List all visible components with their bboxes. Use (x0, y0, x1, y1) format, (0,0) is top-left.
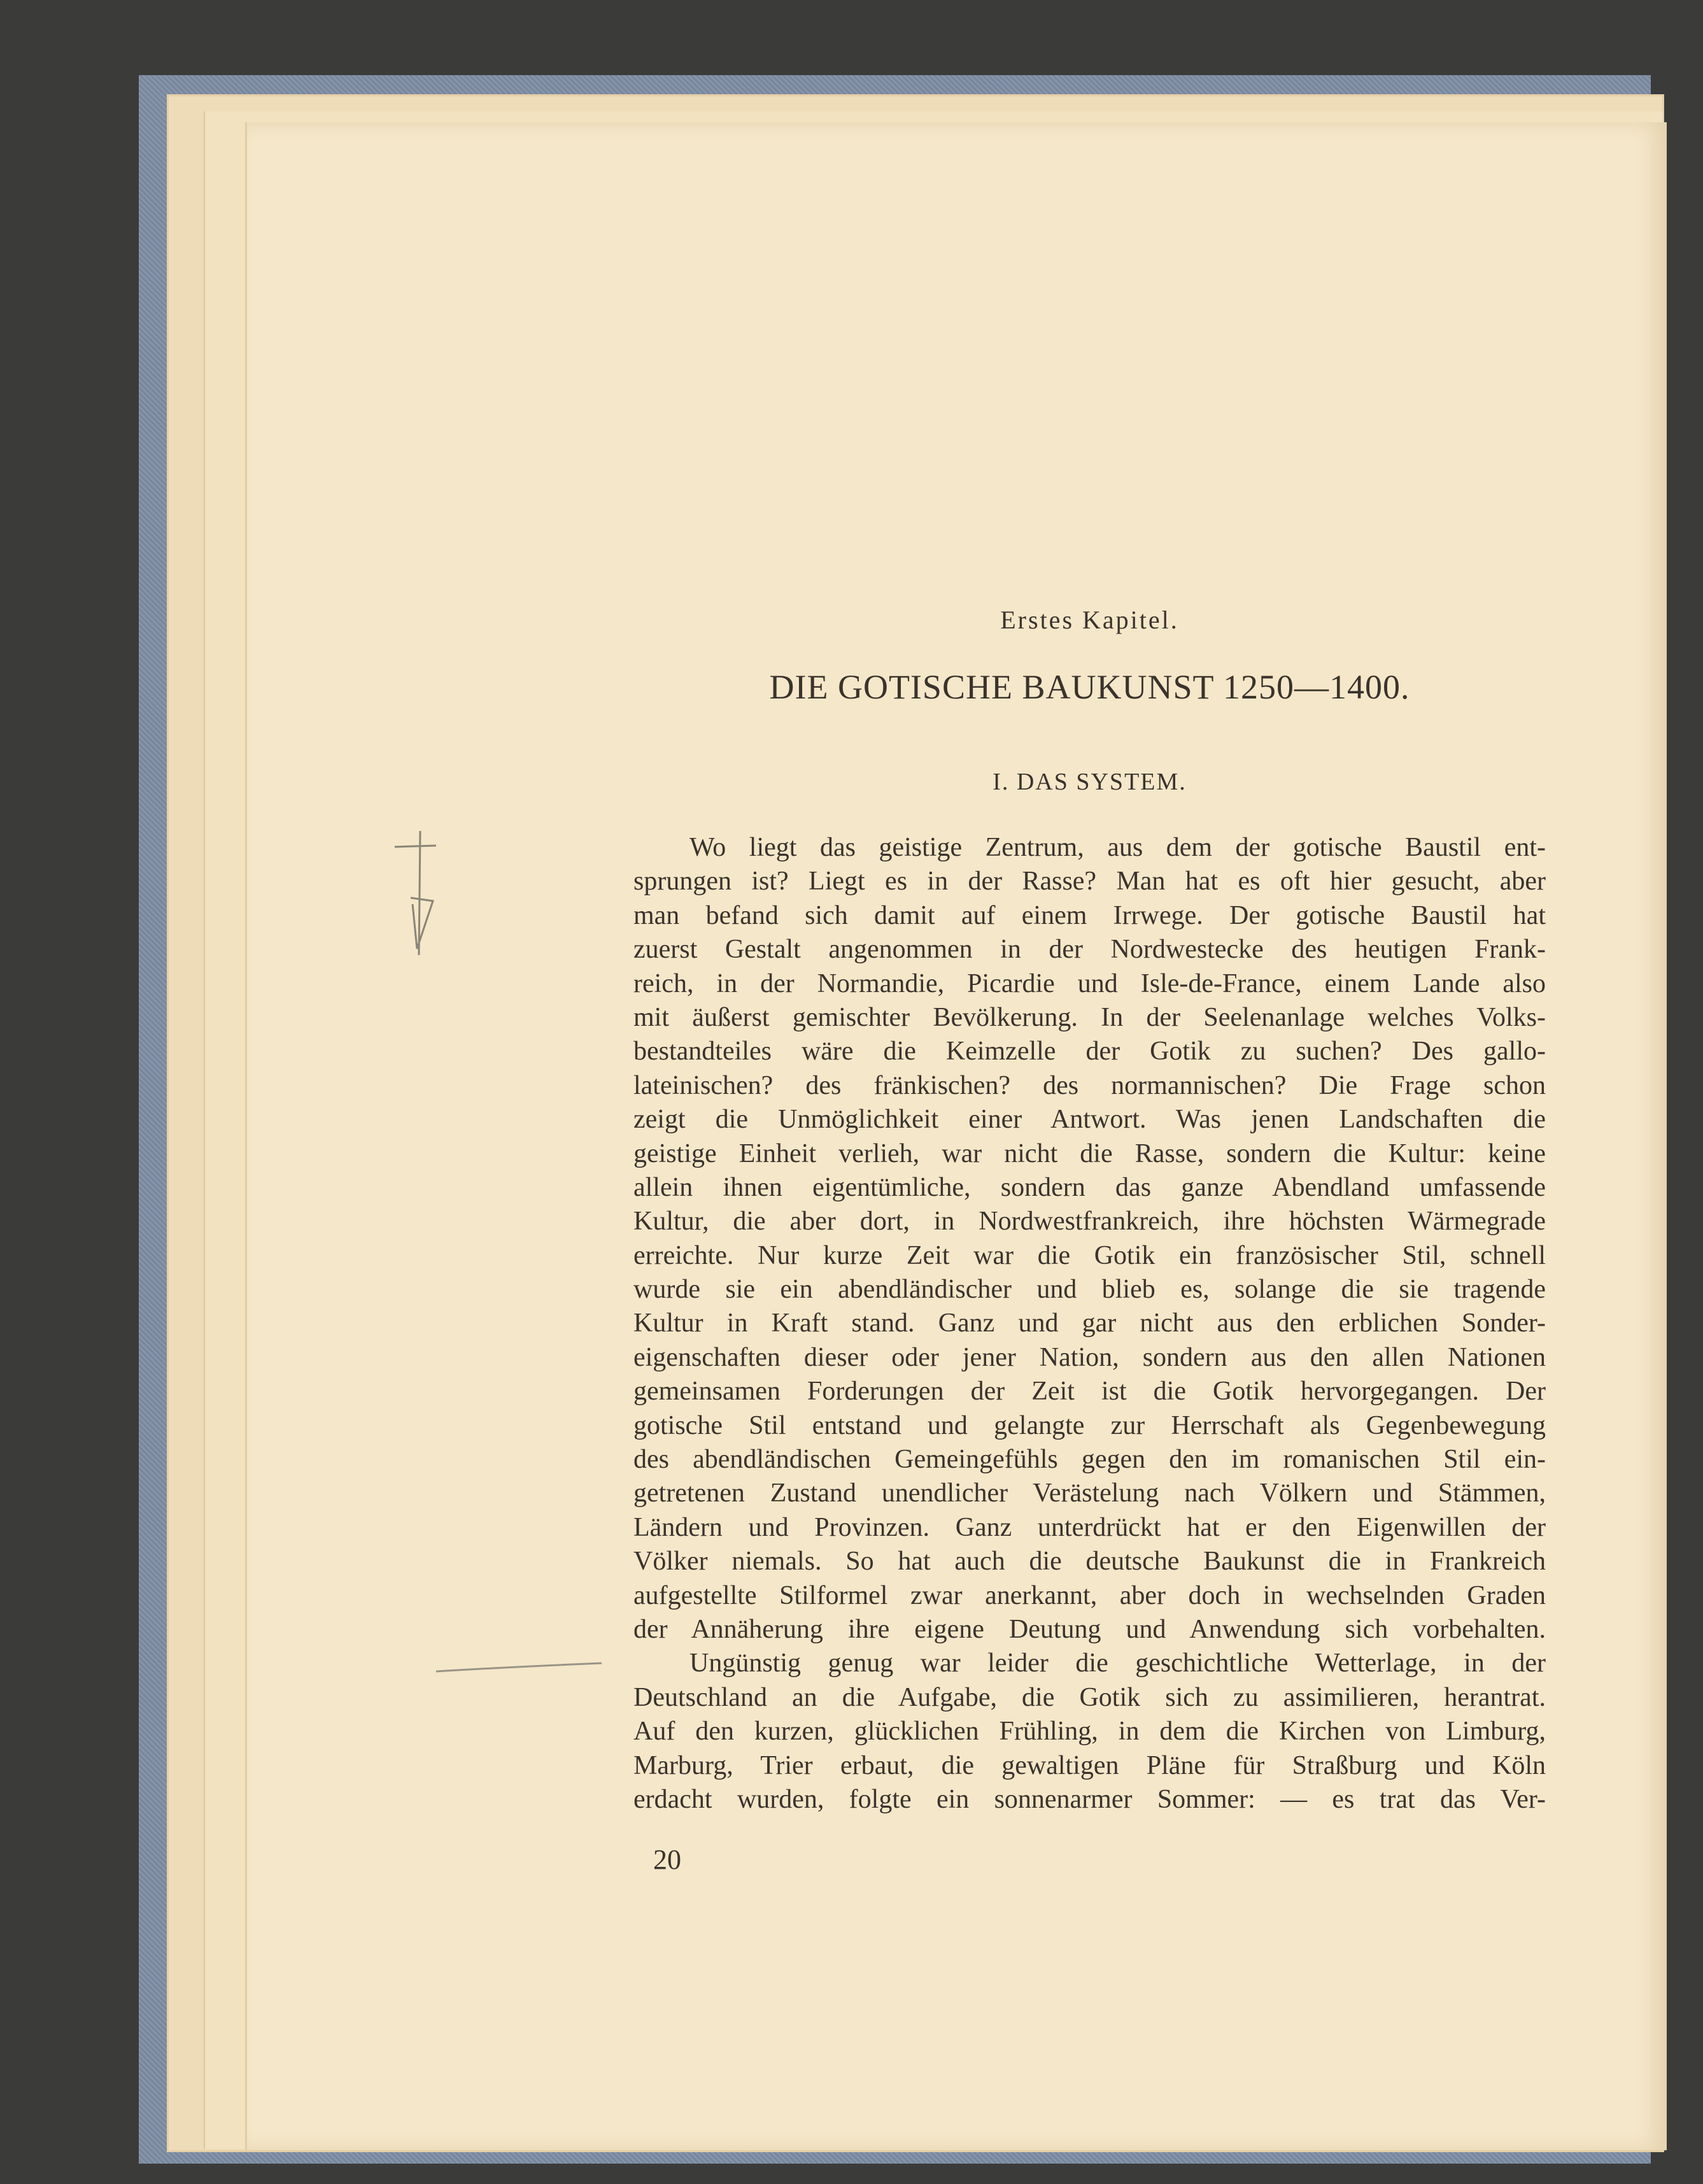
pencil-mark-icon (382, 828, 452, 968)
body-text (633, 831, 1546, 1817)
text-line: Marburg, Trier erbaut, die gewaltigen Pläne für Straßburg und Köln (633, 1750, 1546, 1780)
text-line: getretenen Zustand unendlicher Verästelung nach Völkern und Stämmen, (633, 1478, 1546, 1508)
section-title: I. DAS SYSTEM. (993, 769, 1187, 795)
text-line: eigenschaften dieser oder jener Nation, sondern aus den allen Nationen (633, 1342, 1546, 1372)
text-line: geistige Einheit verlieh, war nicht die Rasse, sondern die Kultur: keine (633, 1138, 1546, 1168)
text-line: Kultur, die aber dort, in Nordwestfrankreich, ihre höchsten Wärmegrade (633, 1207, 1546, 1237)
text-line: mit äußerst gemischter Bevölkerung. In der Seelenanlage welches Volks- (633, 1002, 1546, 1032)
text-line: zuerst Gestalt angenommen in der Nordwestecke des heutigen Frank- (633, 935, 1546, 965)
page-number: 20 (653, 1844, 681, 1875)
text-line: gotische Stil entstand und gelangte zur Herrschaft als Gegenbewegung (633, 1410, 1546, 1440)
text-line: Kultur in Kraft stand. Ganz und gar nicht aus den erblichen Sonder- (633, 1308, 1546, 1338)
text-line: der Annäherung ihre eigene Deutung und Anwendung sich vorbehalten. (633, 1614, 1546, 1644)
text-line: des abendländischen Gemeingefühls gegen den im romanischen Stil ein- (633, 1445, 1546, 1475)
text-line: Ländern und Provinzen. Ganz unterdrückt hat er den Eigenwillen der (633, 1512, 1546, 1542)
text-line: allein ihnen eigentümliche, sondern das ganze Abendland umfassende (633, 1172, 1546, 1202)
text-line: zeigt die Unmöglichkeit einer Antwort. Was jenen Landschaften die (633, 1105, 1546, 1135)
text-line: wurde sie ein abendländischer und blieb es, solange die sie tragende (633, 1275, 1546, 1305)
text-line: reich, in der Normandie, Picardie und Isle-de-France, einem Lande also (633, 968, 1546, 998)
text-line: Ungünstig genug war leider die geschichtliche Wetterlage, in der (689, 1649, 1546, 1678)
text-line: lateinischen? des fränkischen? des normannischen? Die Frage schon (633, 1070, 1546, 1100)
text-line: man befand sich damit auf einem Irrwege. Der gotische Baustil hat (633, 900, 1546, 930)
text-line: Wo liegt das geistige Zentrum, aus dem der gotische Baustil ent- (689, 833, 1546, 862)
text-line: gemeinsamen Forderungen der Zeit ist die Gotik hervorgegangen. Der (633, 1377, 1546, 1407)
text-line: Deutschland an die Aufgabe, die Gotik sich zu assimilieren, herantrat. (633, 1682, 1546, 1712)
text-line: erreichte. Nur kurze Zeit war die Gotik ein französischer Stil, schnell (633, 1240, 1546, 1270)
chapter-title: DIE GOTISCHE BAUKUNST 1250—1400. (769, 668, 1410, 706)
pencil-line-icon (433, 1656, 611, 1681)
text-line: sprungen ist? Liegt es in der Rasse? Man hat es oft hier gesucht, aber (633, 867, 1546, 897)
text-line: aufgestellte Stilformel zwar anerkannt, aber doch in wechselnden Graden (633, 1580, 1546, 1610)
chapter-label: Erstes Kapitel. (1000, 606, 1179, 634)
text-line: erdacht wurden, folgte ein sonnenarmer Sommer: — es trat das Ver- (633, 1784, 1546, 1814)
text-line: Auf den kurzen, glücklichen Frühling, in dem die Kirchen von Limburg, (633, 1717, 1546, 1747)
text-line: bestandteiles wäre die Keimzelle der Gotik zu suchen? Des gallo- (633, 1037, 1546, 1067)
text-line: Völker niemals. So hat auch die deutsche Baukunst die in Frankreich (633, 1547, 1546, 1577)
